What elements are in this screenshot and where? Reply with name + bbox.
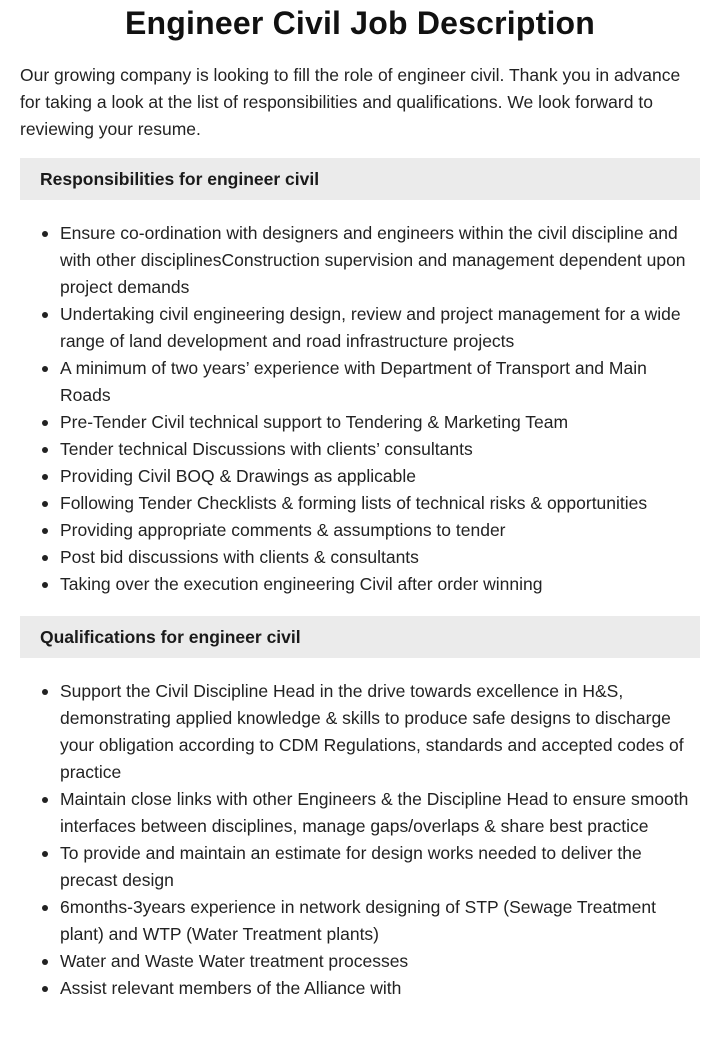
- qualifications-header: [20, 616, 700, 658]
- responsibilities-header: [20, 158, 700, 200]
- qualifications-heading: Qualifications for engineer civil: [40, 626, 301, 647]
- list-item: Pre-Tender Civil technical support to Tendering & Marketing Team: [60, 409, 700, 436]
- list-item: Following Tender Checklists & forming lists of technical risks & opportunities: [60, 490, 700, 517]
- list-item: Ensure co-ordination with designers and engineers within the civil discipline and with other disciplinesConstruction supervision and management dependent upon project demands: [60, 220, 700, 301]
- list-item: To provide and maintain an estimate for design works needed to deliver the precast design: [60, 840, 700, 894]
- qualifications-list: [20, 678, 700, 1002]
- list-item: Support the Civil Discipline Head in the drive towards excellence in H&S, demonstrating applied knowledge & skills to produce safe designs to discharge your obligation according to CDM Regulations, standards and accepted codes of practice: [60, 678, 700, 786]
- list-item: Assist relevant members of the Alliance with: [60, 975, 700, 1002]
- list-item: Tender technical Discussions with clients’ consultants: [60, 436, 700, 463]
- responsibilities-list: [20, 220, 700, 598]
- list-item: Taking over the execution engineering Civil after order winning: [60, 571, 700, 598]
- intro-paragraph: Our growing company is looking to fill the role of engineer civil. Thank you in advance for taking a look at the list of responsibilities and qualifications. We look forward to reviewing your resume.: [20, 65, 681, 139]
- list-item: Water and Waste Water treatment processes: [60, 948, 700, 975]
- list-item: 6months-3years experience in network designing of STP (Sewage Treatment plant) and WTP (Water Treatment plants): [60, 894, 700, 948]
- page-title: Engineer Civil Job Description: [124, 5, 596, 41]
- list-item: Providing Civil BOQ & Drawings as applicable: [60, 463, 700, 490]
- list-item: Post bid discussions with clients & consultants: [60, 544, 700, 571]
- list-item: Providing appropriate comments & assumptions to tender: [60, 517, 700, 544]
- list-item: Maintain close links with other Engineers & the Discipline Head to ensure smooth interfaces between disciplines, manage gaps/overlaps & share best practice: [60, 786, 700, 840]
- responsibilities-heading: Responsibilities for engineer civil: [40, 168, 320, 189]
- list-item: A minimum of two years’ experience with Department of Transport and Main Roads: [60, 355, 700, 409]
- list-item: Undertaking civil engineering design, review and project management for a wide range of land development and road infrastructure projects: [60, 301, 700, 355]
